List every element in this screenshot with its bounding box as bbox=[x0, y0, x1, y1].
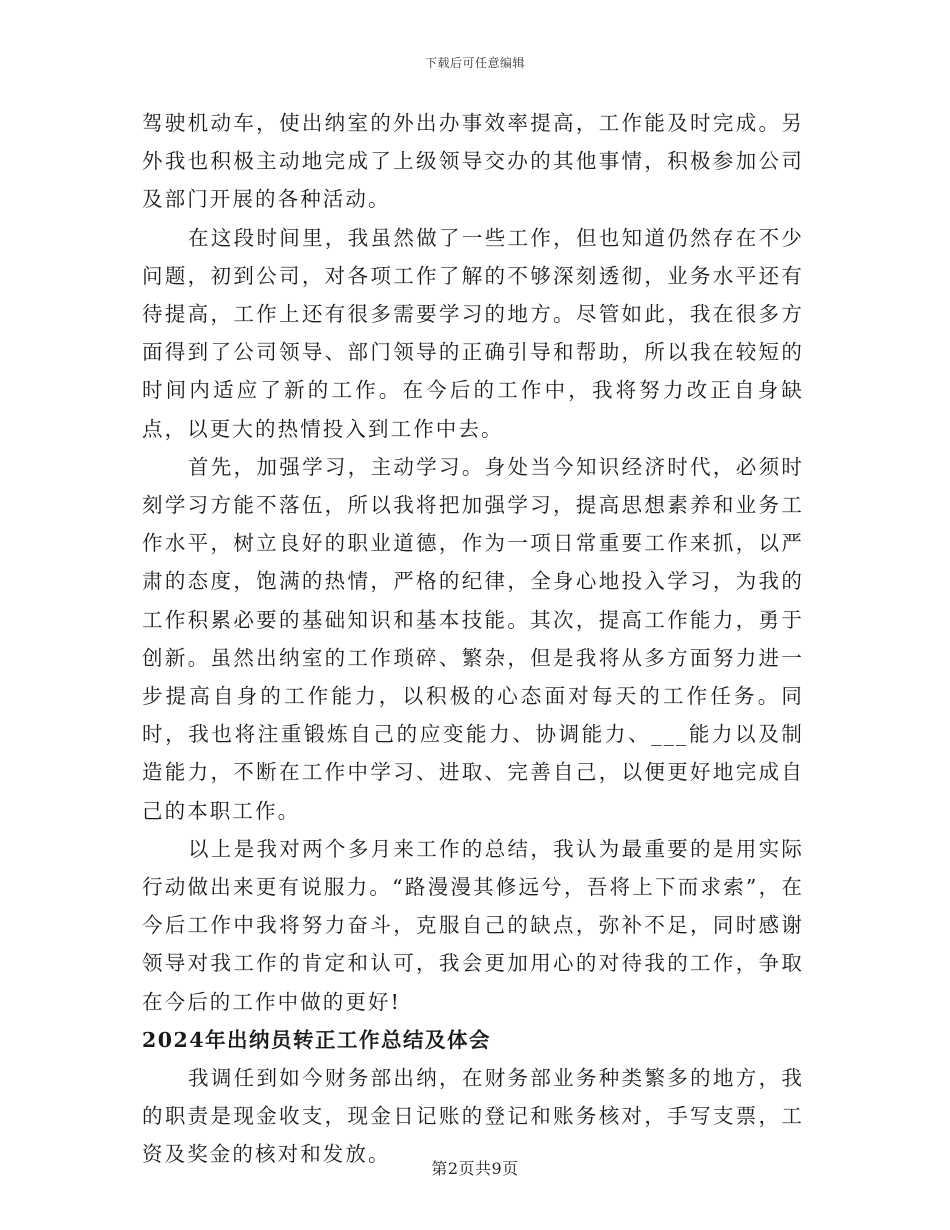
body-paragraph: 我调任到如今财务部出纳，在财务部业务种类繁多的地方，我的职责是现金收支，现金日记账的登记和账务核对，手写支票，工资及奖金的核对和发放。 bbox=[142, 1066, 804, 1167]
body-paragraph: 首先，加强学习，主动学习。身处当今知识经济时代，必须时刻学习方能不落伍，所以我将把加强学习，提高思想素养和业务工作水平，树立良好的职业道德，作为一项日常重要工作来抓，以严肃的态度，饱满的热情，严格的纪律，全身心地投入学习，为我的工作积累必要的基础知识和基本技能。其次，提高工作能力，勇于创新。虽然出纳室的工作琐碎、繁杂，但是我将从多方面努力进一步提高自身的工作能力，以积极的心态面对每天的工作任务。同时，我也将注重锻炼自己的应变能力、协调能力、___能力以及制造能力，不断在工作中学习、进取、完善自己，以便更好地完成自己的本职工作。 bbox=[142, 454, 804, 823]
body-paragraph: 在这段时间里，我虽然做了一些工作，但也知道仍然存在不少问题，初到公司，对各项工作了解的不够深刻透彻，业务水平还有待提高，工作上还有很多需要学习的地方。尽管如此，我在很多方面得到了公司领导、部门领导的正确引导和帮助，所以我在较短的时间内适应了新的工作。在今后的工作中，我将努力改正自身缺点，以更大的热情投入到工作中去。 bbox=[142, 225, 804, 441]
body-paragraph: 以上是我对两个多月来工作的总结，我认为最重要的是用实际行动做出来更有说服力。“路漫漫其修远兮，吾将上下而求索”，在今后工作中我将努力奋斗，克服自己的缺点，弥补不足，同时感谢领导对我工作的肯定和认可，我会更加用心的对待我的工作，争取在今后的工作中做的更好! bbox=[142, 836, 804, 1014]
section-title: 2024年出纳员转正工作总结及体会 bbox=[142, 1027, 492, 1052]
document-body bbox=[142, 104, 804, 1174]
page-header: 下载后可任意编辑 bbox=[424, 56, 525, 70]
body-paragraph: 驾驶机动车，使出纳室的外出办事效率提高，工作能及时完成。另外我也积极主动地完成了上级领导交办的其他事情，积极参加公司及部门开展的各种活动。 bbox=[142, 111, 804, 212]
page-number: 第2页共9页 bbox=[431, 1159, 519, 1178]
